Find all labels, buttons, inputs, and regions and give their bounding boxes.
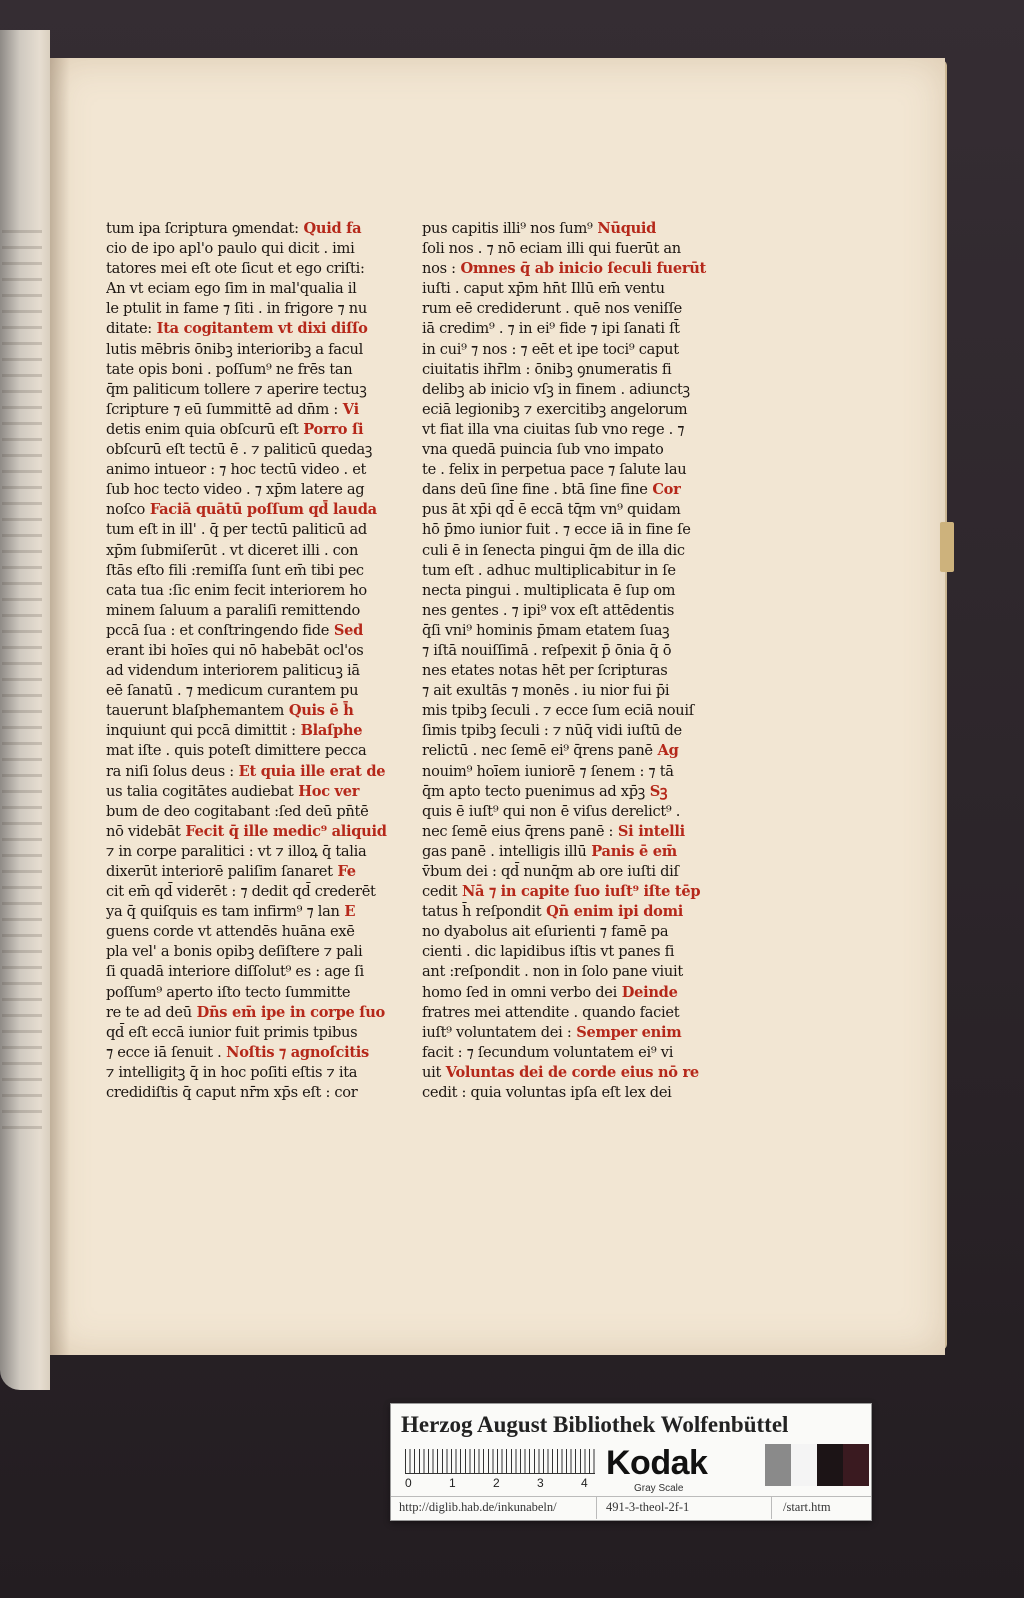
ruler-num: 3 (537, 1476, 544, 1490)
line-text: mat iſte . quis poteſt dimittere pecca (106, 742, 367, 760)
line-text: ⁊ in corpe paralitici : vt ⁊ illoꝝ q̄ talia (106, 842, 367, 860)
line-text: uit (422, 1063, 442, 1081)
rubric-initial: Si intelli (613, 822, 685, 840)
facing-page-text (2, 230, 42, 1130)
rubric-initial: Noſtis ⁊ agnoſcitis (221, 1043, 369, 1061)
text-line (422, 239, 727, 259)
rubric-initial: Sꝫ (644, 782, 668, 800)
text-line (106, 340, 411, 360)
text-line (106, 601, 411, 621)
line-text: vt fiat illa vna ciuitas ſub vno rege . ⁊ (422, 420, 685, 438)
line-text: ra niſi ſolus deus : (106, 762, 234, 780)
line-text: erant ibi hoīes qui nō habebāt ocl'os (106, 641, 364, 659)
text-line (422, 862, 727, 882)
line-text: animo intueor : ⁊ hoc tectū video . et (106, 461, 367, 479)
ruler-numbers (403, 1476, 603, 1492)
bookmark-tab (940, 522, 954, 572)
line-text: nouim⁹ hoīem iuniorē ⁊ ſenem : ⁊ tā (422, 762, 674, 780)
text-line (106, 721, 411, 741)
text-line (422, 500, 727, 520)
text-line (422, 380, 727, 400)
line-text: ſimis tpibꝫ ſeculi : ⁊ nūq̄ vidi iuſtū de (422, 722, 682, 740)
text-line (106, 420, 411, 440)
rubric-initial: Quid fa (298, 220, 362, 237)
text-line (422, 681, 727, 701)
line-text: ditate: (106, 320, 152, 338)
line-text: mis tpibꝫ ſeculi . ⁊ ecce ſum eciā nouiſ (422, 702, 694, 720)
text-line (106, 299, 411, 319)
rubric-initial: Fecit q̄ ille medic⁹ aliquid (180, 822, 387, 840)
text-line (106, 581, 411, 601)
line-text: tum eſt in ill' . q̄ per tectū paliticū ad (106, 521, 367, 539)
shelfmark-label: 491-3-theol-2f-1 (606, 1500, 690, 1514)
ruler-num: 4 (581, 1476, 588, 1490)
line-text: re te ad deū (106, 1003, 192, 1021)
text-line (422, 1023, 727, 1043)
facing-page (0, 30, 50, 1390)
text-line (422, 822, 727, 842)
line-text: inquiunt qui pccā dimittit : (106, 722, 296, 740)
text-line (422, 641, 727, 661)
swatch (843, 1444, 869, 1486)
line-text: ſcripture ⁊ eū ſummittē ad dn̄m : (106, 400, 339, 418)
line-text: us talia cogitātes audiebat (106, 782, 294, 800)
text-line (422, 1003, 727, 1023)
line-text: An vt eciam ego ſim in mal'qualia il (106, 280, 357, 298)
line-text: ſoli nos . ⁊ nō eciam illi qui fuerūt an (422, 240, 681, 258)
line-text: iā credim⁹ . ⁊ in ei⁹ fide ⁊ ipi ſanati ſt̄ (422, 320, 680, 338)
rubric-initial: Quis ē h̄ (284, 702, 354, 720)
line-text: hō p̄mo iunior fuit . ⁊ ecce iā in fine ſe (422, 521, 691, 539)
text-line (106, 822, 411, 842)
ruler-num: 0 (405, 1476, 412, 1490)
text-line (422, 962, 727, 982)
line-text: te . felix in perpetua pace ⁊ ſalute lau (422, 461, 687, 479)
text-line (422, 1043, 727, 1063)
rubric-initial: Et quia ille erat de (233, 762, 386, 780)
text-line (106, 460, 411, 480)
line-text: ant :reſpondit . non in ſolo pane viuit (422, 963, 683, 981)
line-text: v̄bum dei : qd̄ nunq̄m ab ore iuſti diſ (422, 863, 679, 880)
text-line (422, 340, 727, 360)
line-text: cio de ipo apl'o paulo qui dicit . imi (106, 240, 355, 258)
line-text: xp̄m ſubmiſerūt . vt diceret illi . con (106, 541, 359, 559)
line-text: tatus h̄ reſpondit (422, 903, 542, 921)
url-label: http://diglib.hab.de/inkunabeln/ (399, 1500, 557, 1514)
text-line (106, 219, 411, 239)
line-text: iuſt⁹ voluntatem dei : (422, 1023, 572, 1041)
line-text: delibꝫ ab inicio vſꝫ in finem . adiunctꝫ (422, 380, 690, 398)
separator (771, 1497, 772, 1519)
text-line (422, 882, 727, 902)
line-text: pus āt xp̄i qd̄ ē eccā tq̄m vn⁹ quidam (422, 501, 681, 519)
line-text: pccā ſua : et conſtringendo fide (106, 621, 330, 639)
line-text: guens corde vt attendēs huāna exē (106, 923, 355, 941)
line-text: bum de deo cogitabant :ſed deū pn̄tē (106, 802, 369, 820)
text-line (422, 621, 727, 641)
text-line (106, 741, 411, 761)
kodak-logo: Kodak (606, 1444, 708, 1482)
line-text: le ptulit in fame ⁊ ſiti . in frigore ⁊ nu (106, 300, 367, 318)
library-color-card (390, 1403, 872, 1521)
line-text: lutis mēbris ōnibꝫ interioribꝫ a facul (106, 340, 363, 358)
text-line (422, 701, 727, 721)
text-line (106, 782, 411, 802)
text-line (422, 1063, 727, 1083)
text-line (422, 762, 727, 782)
text-line (422, 741, 727, 761)
text-line (106, 400, 411, 420)
line-text: homo ſed in omni verbo dei (422, 983, 617, 1001)
text-line (106, 360, 411, 380)
rubric-initial: Nūquid (592, 220, 657, 237)
line-text: eciā legionibꝫ ⁊ exercitibꝫ angelorum (422, 400, 688, 418)
line-text: tum ipa ſcriptura ꝯmendat: (106, 220, 299, 237)
line-text: cedit (422, 883, 458, 901)
line-text: pla vel' a bonis opibꝫ deſiſtere ⁊ pali (106, 943, 363, 961)
text-line (106, 541, 411, 561)
rubric-initial: Hoc ver (293, 782, 360, 800)
text-line (422, 460, 727, 480)
rubric-initial: Ita cogitantem vt dixi diſſo (151, 320, 368, 338)
card-footer (391, 1496, 871, 1519)
line-text: iuſti . caput xp̄m hn̄t Illū em̄ ventu (422, 280, 665, 298)
line-text: nes gentes . ⁊ ipi⁹ vox eſt attēdentis (422, 601, 675, 619)
text-line (422, 259, 727, 279)
rubric-initial: Fe (332, 863, 356, 880)
text-line (422, 541, 727, 561)
rubric-initial: E (339, 903, 356, 921)
rubric-initial: Sed (329, 621, 364, 639)
text-line (106, 1063, 411, 1083)
text-line (422, 400, 727, 420)
line-text: credidiſtis q̄ caput nr̄m xp̄s eſt : cor (106, 1084, 358, 1102)
rubric-initial: Omnes q̄ ab inicio ſeculi fuerūt (455, 260, 706, 278)
line-text: tate opis boni . poſſum⁹ ne frēs tan (106, 360, 353, 378)
text-line (422, 983, 727, 1003)
text-line (422, 721, 727, 741)
text-line (106, 902, 411, 922)
text-line (422, 661, 727, 681)
rubric-initial: Cor (647, 481, 681, 499)
line-text: tatores mei eſt ote ſicut et ego criſti: (106, 260, 365, 278)
line-text: ad videndum interiorem paliticuꝫ iā (106, 662, 360, 680)
text-line (106, 259, 411, 279)
line-text: ⁊ ecce iā ſenuit . (106, 1043, 222, 1061)
text-line (422, 420, 727, 440)
text-line (106, 1023, 411, 1043)
line-text: cit em̄ qd̄ viderēt : ⁊ dedit qd̄ crederēt (106, 883, 376, 901)
line-text: eē ſanatū . ⁊ medicum curantem pu (106, 682, 359, 700)
line-text: ſi quadā interiore diſſolut⁹ es : age ſi (106, 963, 364, 981)
line-text: detis enim quia obſcurū eſt (106, 420, 299, 438)
line-text: dans deū ſine fine . btā ſine fine (422, 481, 648, 499)
rubric-initial: Voluntas dei de corde eius nō re (441, 1063, 699, 1081)
text-line (422, 601, 727, 621)
rubric-initial: Faciā quātū poſſum qd̄ lauda (145, 501, 377, 519)
text-line (106, 239, 411, 259)
swatch (765, 1444, 791, 1486)
line-text: dixerūt interiorē paliſim ſanaret (106, 863, 333, 880)
ruler-num: 1 (449, 1476, 456, 1490)
text-line (106, 942, 411, 962)
line-text: necta pingui . multiplicata ē ſup om (422, 581, 676, 599)
text-line (106, 319, 411, 339)
text-line (422, 902, 727, 922)
text-line (106, 1083, 411, 1103)
text-line (422, 520, 727, 540)
rubric-initial: Porro ſi (298, 420, 364, 438)
text-line (106, 480, 411, 500)
rubric-initial: Ag (652, 742, 679, 760)
text-line (106, 279, 411, 299)
line-text: quis ē iuſt⁹ qui non ē viſus derelict⁹ . (422, 802, 681, 820)
line-text: culi ē in ſenecta pingui q̄m de illa dic (422, 541, 685, 559)
text-line (106, 882, 411, 902)
text-line (106, 922, 411, 942)
text-line (422, 842, 727, 862)
text-line (106, 762, 411, 782)
line-text: tauerunt blaſphemantem (106, 702, 285, 720)
ruler-num: 2 (493, 1476, 500, 1490)
gray-swatches (765, 1444, 869, 1486)
line-text: minem ſaluum a paraliſi remittendo (106, 601, 360, 619)
text-line (422, 922, 727, 942)
text-line (106, 621, 411, 641)
line-text: ⁊ ait exultās ⁊ monēs . iu nior fui p̄i (422, 682, 670, 700)
text-line (422, 581, 727, 601)
text-line (106, 701, 411, 721)
text-line (422, 360, 727, 380)
text-line (106, 520, 411, 540)
rubric-initial: Qn̄ enim ipi domi (541, 903, 683, 921)
text-line (106, 802, 411, 822)
library-name: Herzog August Bibliothek Wolfenbüttel (401, 1412, 789, 1437)
text-line (106, 681, 411, 701)
rubric-initial: Nā ⁊ in capite ſuo iuſt⁹ iſte tēp (457, 883, 701, 901)
line-text: in cui⁹ ⁊ nos : ⁊ eēt et ipe toci⁹ caput (422, 340, 679, 358)
text-line (106, 561, 411, 581)
line-text: cata tua :ſic enim fecit interiorem ho (106, 581, 367, 599)
line-text: ya q̄ quiſquis es tam infirm⁹ ⁊ lan (106, 903, 340, 921)
line-text: gas panē . intelligis illū (422, 842, 587, 860)
line-text: ciuitatis ihr̄lm : ōnibꝫ ꝯnumeratis fi (422, 360, 672, 378)
text-line (106, 983, 411, 1003)
text-line (422, 802, 727, 822)
line-text: poſſum⁹ aperto iſto tecto ſummitte (106, 983, 351, 1001)
scale-ruler (405, 1449, 595, 1474)
line-text: q̄m paliticum tollere ⁊ aperire tectuꝫ (106, 380, 367, 398)
rubric-initial: Blaſphe (295, 722, 363, 740)
text-line (422, 480, 727, 500)
gray-scale-label: Gray Scale (634, 1483, 684, 1494)
text-line (106, 380, 411, 400)
line-text: q̄ſi vni⁹ hominis p̄mam etatem ſuaꝫ (422, 621, 670, 639)
page-gutter (50, 58, 70, 1355)
text-line (422, 1083, 727, 1103)
text-line (106, 862, 411, 882)
text-line (106, 1043, 411, 1063)
text-line (422, 440, 727, 460)
swatch (817, 1444, 843, 1486)
text-line (106, 440, 411, 460)
line-text: ⁊ iſtā nouiſſimā . reſpexit p̄ ōnia q̄ ō (422, 641, 672, 659)
text-line (422, 942, 727, 962)
line-text: pus capitis illi⁹ nos ſum⁹ (422, 220, 593, 237)
line-text: nō videbāt (106, 822, 181, 840)
text-column-right (422, 219, 727, 1103)
rubric-initial: Vi (338, 400, 359, 418)
text-line (422, 319, 727, 339)
text-line (106, 842, 411, 862)
text-line (106, 1003, 411, 1023)
line-text: noſco (106, 501, 146, 519)
line-text: nes etates notas hēt per ſcripturas (422, 662, 668, 680)
line-text: cedit : quia voluntas ipſa eſt lex dei (422, 1084, 672, 1102)
line-text: ⁊ intelligitꝫ q̄ in hoc poſiti eſtis ⁊ ita (106, 1063, 358, 1081)
text-line (106, 962, 411, 982)
line-text: cienti . dic lapidibus iſtis vt panes fi (422, 943, 675, 961)
text-line (106, 661, 411, 681)
line-text: obſcurū eſt tectū ē . ⁊ paliticū quedaꝫ (106, 441, 373, 459)
line-text: fratres mei attendite . quando faciet (422, 1003, 680, 1021)
text-line (422, 279, 727, 299)
line-text: facit : ⁊ ſecundum voluntatem ei⁹ vi (422, 1043, 674, 1061)
line-text: vna quedā puincia ſub vno impato (422, 441, 664, 459)
text-line (106, 500, 411, 520)
line-text: nos : (422, 260, 456, 278)
rubric-initial: Deinde (616, 983, 678, 1001)
text-line (422, 219, 727, 239)
line-text: relictū . nec ſemē ei⁹ q̄rens panē (422, 742, 653, 760)
rubric-initial: Panis ē em̄ (586, 842, 677, 860)
rubric-initial: Dn̄s em̄ ipe in corpe ſuo (191, 1003, 385, 1021)
start-label: /start.htm (783, 1500, 831, 1514)
text-line (106, 641, 411, 661)
text-line (422, 561, 727, 581)
rubric-initial: Semper enim (571, 1023, 682, 1041)
line-text: tum eſt . adhuc multiplicabitur in ſe (422, 561, 676, 579)
line-text: ſub hoc tecto video . ⁊ xp̄m latere ag (106, 481, 365, 499)
line-text: qd̄ eſt eccā iunior fuit primis tpibus (106, 1023, 358, 1041)
line-text: q̄m apto tecto puenimus ad xp̄ꝫ (422, 782, 645, 800)
line-text: rum eē crediderunt . quē nos veniſſe (422, 300, 683, 318)
line-text: ſtās eſto fili :remiſſa ſunt em̄ tibi pec (106, 561, 364, 579)
swatch (791, 1444, 817, 1486)
separator (596, 1497, 597, 1519)
text-line (422, 299, 727, 319)
line-text: nec ſemē eius q̄rens panē : (422, 822, 614, 840)
line-text: no dyabolus ait eſurienti ⁊ famē pa (422, 923, 669, 941)
text-line (422, 782, 727, 802)
text-column-left (106, 219, 411, 1103)
